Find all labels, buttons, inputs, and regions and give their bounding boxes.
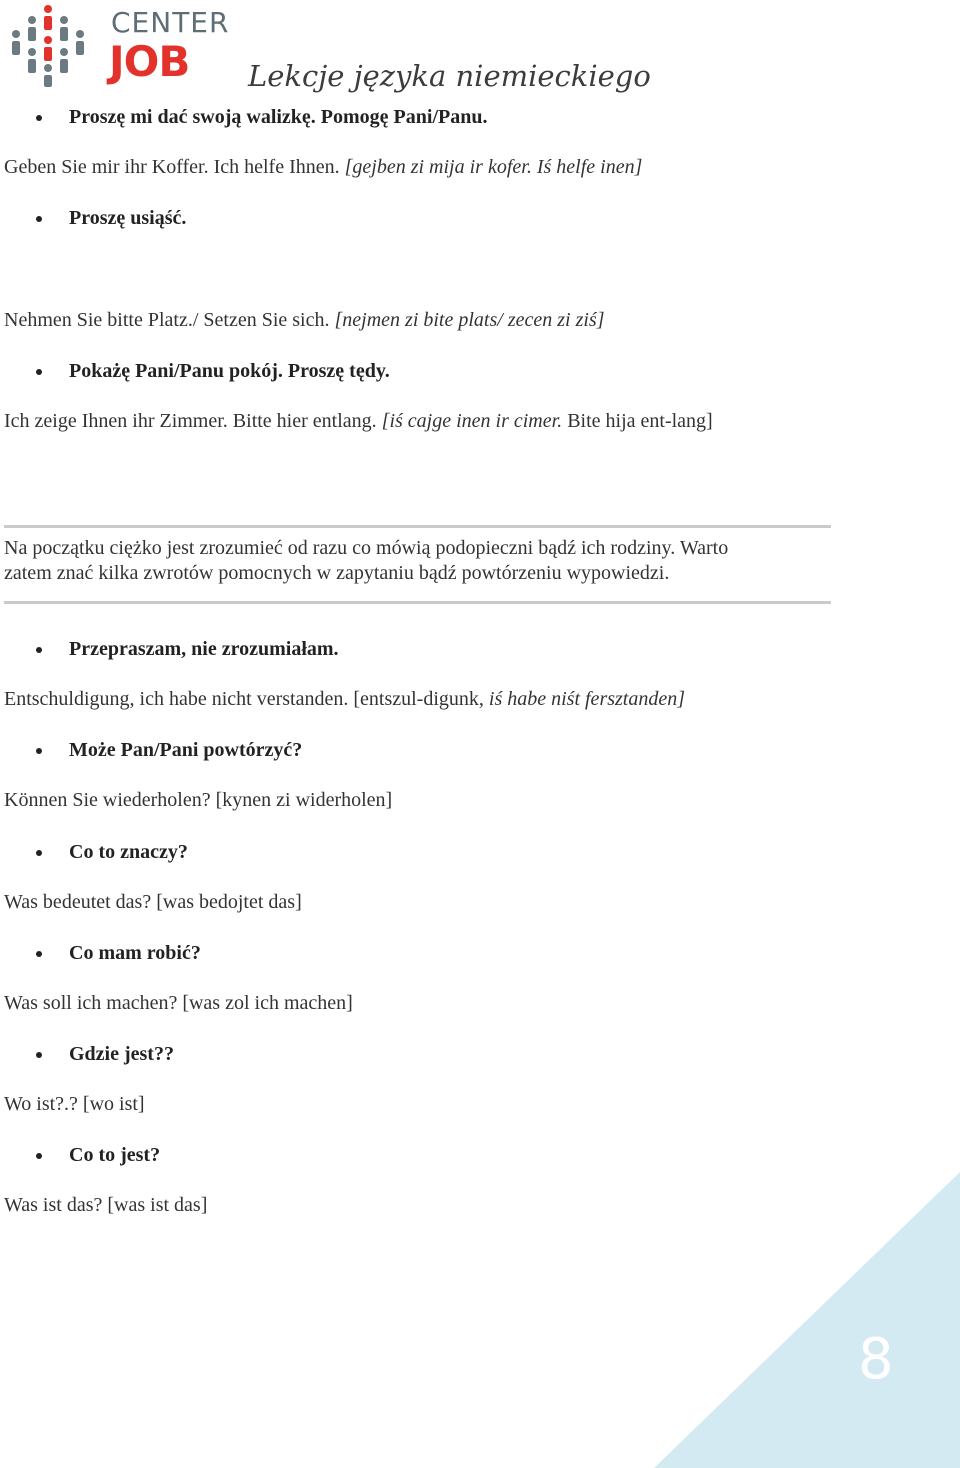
phrase-translation: Können Sie wiederholen? [kynen zi widerholen] bbox=[4, 789, 393, 811]
german-text: Geben Sie mir ihr Koffer. Ich helfe Ihnen. bbox=[4, 156, 340, 178]
phrase-polish: Może Pan/Pani powtórzyć? bbox=[69, 739, 303, 761]
tip-divider-top bbox=[4, 525, 831, 528]
page-number: 8 bbox=[858, 1327, 894, 1392]
pronunciation-text: iś habe niśt fersztanden] bbox=[488, 688, 686, 710]
phrase-translation: Was soll ich machen? [was zol ich machen] bbox=[4, 992, 353, 1014]
phrase-polish: Co to znaczy? bbox=[69, 841, 188, 863]
german-text: Nehmen Sie bitte Platz./ Setzen Sie sich. bbox=[4, 309, 330, 331]
german-text: Ich zeige Ihnen ihr Zimmer. Bitte hier entlang. bbox=[4, 410, 377, 432]
phrase-polish: Przepraszam, nie zrozumiałam. bbox=[69, 638, 339, 660]
phrase-translation bbox=[4, 411, 713, 431]
bullet-icon bbox=[36, 115, 42, 121]
phrase-translation: Was bedeutet das? [was bedojtet das] bbox=[4, 891, 302, 913]
bullet-icon bbox=[36, 1153, 42, 1159]
bullet-icon bbox=[36, 850, 42, 856]
phrase-translation bbox=[4, 689, 685, 709]
tip-divider-bottom bbox=[4, 601, 831, 604]
header-title: Lekcje języka niemieckiego bbox=[248, 59, 651, 93]
pronunciation-text: [nejmen zi bite plats/ zecen zi ziś] bbox=[334, 309, 605, 331]
pronunciation-tail: Bite hija ent-lang] bbox=[567, 410, 713, 432]
phrase-translation: Wo ist?.? [wo ist] bbox=[4, 1093, 145, 1115]
phrase-polish: Proszę usiąść. bbox=[69, 207, 187, 229]
bullet-icon bbox=[36, 647, 42, 653]
people-dots-icon bbox=[8, 4, 98, 88]
phrase-translation: Was ist das? [was ist das] bbox=[4, 1194, 208, 1216]
phrase-polish: Co to jest? bbox=[69, 1144, 161, 1166]
german-text: Entschuldigung, ich habe nicht verstanden. [entszul-digunk, bbox=[4, 688, 484, 710]
pronunciation-text: [gejben zi mija ir kofer. Iś helfe inen] bbox=[344, 156, 643, 178]
phrase-polish: Proszę mi dać swoją walizkę. Pomogę Pani/Panu. bbox=[69, 106, 488, 128]
phrase-translation bbox=[4, 157, 642, 177]
logo-text-job: JOB bbox=[109, 37, 190, 86]
pronunciation-text: [iś cajge inen ir cimer. bbox=[381, 410, 563, 432]
phrase-polish: Pokażę Pani/Panu pokój. Proszę tędy. bbox=[69, 360, 390, 382]
bullet-icon bbox=[36, 369, 42, 375]
phrase-translation bbox=[4, 310, 604, 330]
bullet-icon bbox=[36, 748, 42, 754]
logo-text-center: CENTER bbox=[111, 6, 230, 39]
tip-text-line-2: zatem znać kilka zwrotów pomocnych w zapytaniu bądź powtórzeniu wypowiedzi. bbox=[4, 562, 670, 584]
company-logo bbox=[8, 4, 240, 88]
bullet-icon bbox=[36, 216, 42, 222]
phrase-polish: Gdzie jest?? bbox=[69, 1043, 174, 1065]
bullet-icon bbox=[36, 1052, 42, 1058]
tip-text-line-1: Na początku ciężko jest zrozumieć od razu co mówią podopieczni bądź ich rodziny. Warto bbox=[4, 537, 729, 559]
bullet-icon bbox=[36, 951, 42, 957]
phrase-polish: Co mam robić? bbox=[69, 942, 201, 964]
